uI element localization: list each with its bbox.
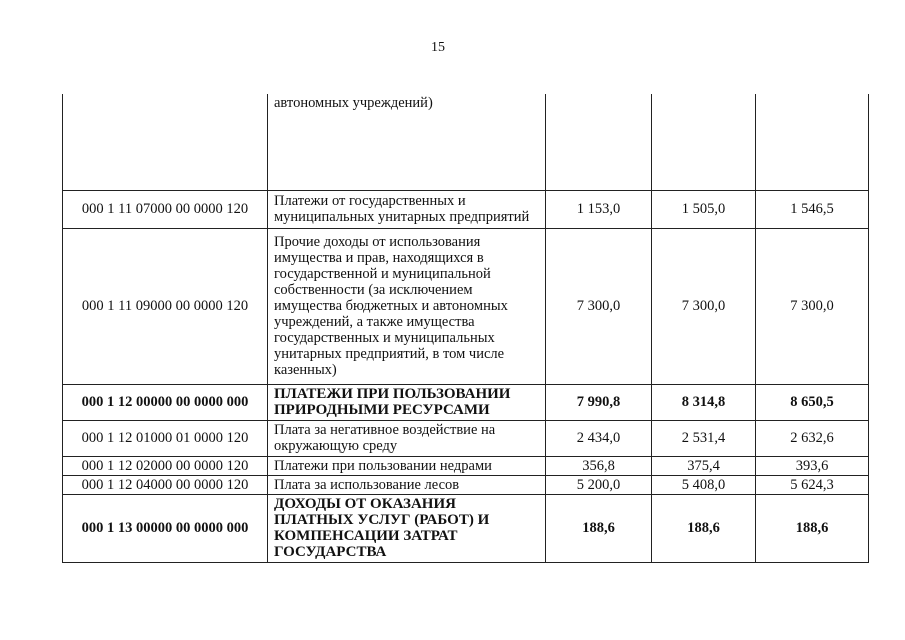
year3-value-cell: 393,6	[756, 456, 869, 475]
year3-value-cell: 7 300,0	[756, 228, 869, 384]
revenue-name-cell: автономных учреждений)	[268, 94, 546, 190]
year1-value-cell: 1 153,0	[546, 190, 652, 228]
table-row	[63, 384, 869, 420]
year1-value-cell: 188,6	[546, 494, 652, 562]
revenue-name-cell: Плата за негативное воздействие на окружающую среду	[268, 420, 546, 456]
year2-value-cell: 8 314,8	[652, 384, 756, 420]
year3-value-cell	[756, 94, 869, 190]
year2-value-cell: 7 300,0	[652, 228, 756, 384]
budget-code-cell: 000 1 11 09000 00 0000 120	[63, 228, 268, 384]
year1-value-cell: 2 434,0	[546, 420, 652, 456]
table-row	[63, 228, 869, 384]
revenue-name-cell: Платежи от государственных и муниципальных унитарных предприятий	[268, 190, 546, 228]
table-row	[63, 94, 869, 190]
year2-value-cell: 2 531,4	[652, 420, 756, 456]
year1-value-cell: 7 990,8	[546, 384, 652, 420]
year3-value-cell: 8 650,5	[756, 384, 869, 420]
revenue-name-cell: Прочие доходы от использования имущества и прав, находящихся в государственной и муниципальной собственности (за исключением имущества бюджетных и автономных учреждений, а также имущества государственных и муниципальных унитарных предприятий, в том числе казенных)	[268, 228, 546, 384]
year1-value-cell	[546, 94, 652, 190]
year3-value-cell: 5 624,3	[756, 475, 869, 494]
budget-code-cell	[63, 94, 268, 190]
table-row	[63, 494, 869, 562]
revenue-name-cell: Платежи при пользовании недрами	[268, 456, 546, 475]
table-row	[63, 456, 869, 475]
year2-value-cell	[652, 94, 756, 190]
revenue-name-cell: ДОХОДЫ ОТ ОКАЗАНИЯ ПЛАТНЫХ УСЛУГ (РАБОТ) И КОМПЕНСАЦИИ ЗАТРАТ ГОСУДАРСТВА	[268, 494, 546, 562]
year1-value-cell: 5 200,0	[546, 475, 652, 494]
budget-code-cell: 000 1 12 04000 00 0000 120	[63, 475, 268, 494]
budget-code-cell: 000 1 12 00000 00 0000 000	[63, 384, 268, 420]
year2-value-cell: 5 408,0	[652, 475, 756, 494]
year3-value-cell: 1 546,5	[756, 190, 869, 228]
page-number: 15	[431, 40, 445, 55]
year2-value-cell: 375,4	[652, 456, 756, 475]
table-row	[63, 475, 869, 494]
table-row	[63, 420, 869, 456]
year2-value-cell: 188,6	[652, 494, 756, 562]
revenue-name-cell: Плата за использование лесов	[268, 475, 546, 494]
year2-value-cell: 1 505,0	[652, 190, 756, 228]
year3-value-cell: 2 632,6	[756, 420, 869, 456]
budget-code-cell: 000 1 12 02000 00 0000 120	[63, 456, 268, 475]
budget-code-cell: 000 1 12 01000 01 0000 120	[63, 420, 268, 456]
year1-value-cell: 7 300,0	[546, 228, 652, 384]
year3-value-cell: 188,6	[756, 494, 869, 562]
table-row	[63, 190, 869, 228]
year1-value-cell: 356,8	[546, 456, 652, 475]
revenue-table	[62, 94, 869, 563]
revenue-name-cell: ПЛАТЕЖИ ПРИ ПОЛЬЗОВАНИИ ПРИРОДНЫМИ РЕСУРСАМИ	[268, 384, 546, 420]
budget-code-cell: 000 1 13 00000 00 0000 000	[63, 494, 268, 562]
budget-code-cell: 000 1 11 07000 00 0000 120	[63, 190, 268, 228]
